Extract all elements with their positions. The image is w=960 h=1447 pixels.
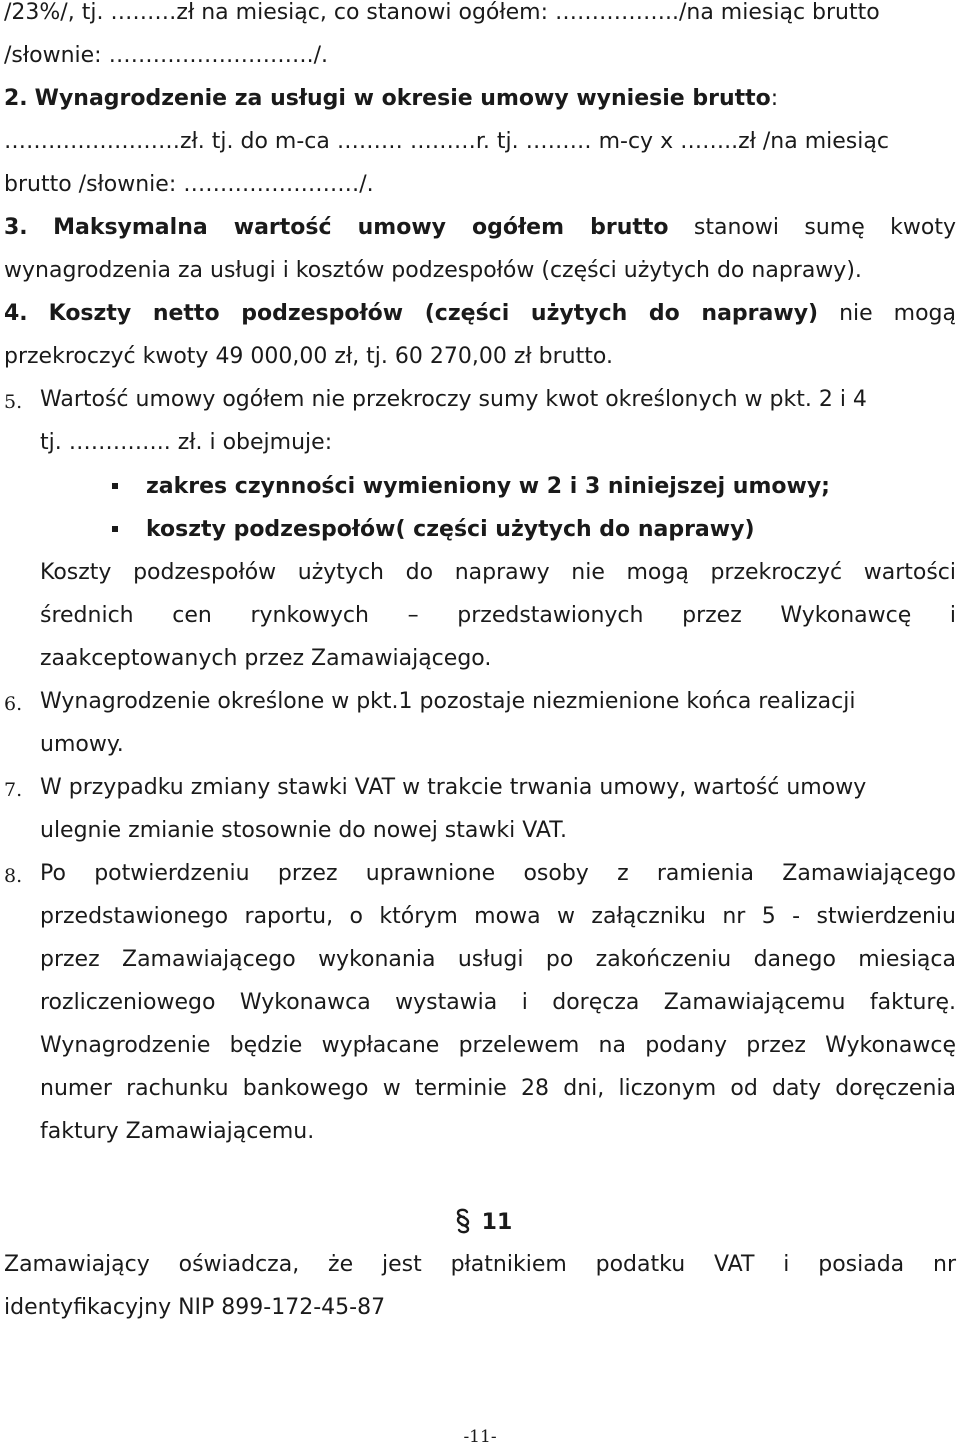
- bullet-item: koszty podzespołów( części użytych do naprawy): [146, 517, 755, 542]
- paragraph-3: [4, 215, 956, 241]
- text-line: /słownie: ………………………./.: [4, 43, 328, 68]
- text-tail: nie mogą: [839, 301, 957, 326]
- paragraph-number: 5.: [4, 391, 23, 413]
- section-number: 11: [474, 1210, 513, 1235]
- paragraph-number: 3.: [4, 215, 28, 240]
- text-line: Wynagrodzenie będzie wypłacane przelewem na podany przez Wykonawcę: [40, 1033, 956, 1058]
- text-tail: stanowi sumę kwoty: [693, 215, 956, 240]
- text-line: ulegnie zmianie stosownie do nowej stawki VAT.: [40, 818, 568, 843]
- text-line: faktury Zamawiającemu.: [40, 1119, 315, 1144]
- paragraph-4: [4, 301, 956, 327]
- text-line: W przypadku zmiany stawki VAT w trakcie trwania umowy, wartość umowy: [40, 775, 867, 800]
- text-line: średnich cen rynkowych – przedstawionych przez Wykonawcę i: [40, 603, 956, 628]
- section-heading: [452, 1208, 512, 1236]
- paragraph-number: 6.: [4, 693, 23, 715]
- text-line: Wartość umowy ogółem nie przekroczy sumy kwot określonych w pkt. 2 i 4: [40, 387, 867, 412]
- text-line: przez Zamawiającego wykonania usługi po zakończeniu danego miesiąca: [40, 947, 956, 972]
- bold-heading: Koszty netto podzespołów (części użytych do naprawy): [48, 301, 819, 326]
- paragraph-number: 8.: [4, 865, 23, 887]
- text-line: przedstawionego raportu, o którym mowa w załączniku nr 5 - stwierdzeniu: [40, 904, 956, 929]
- text-line: przekroczyć kwoty 49 000,00 zł, tj. 60 270,00 zł brutto.: [4, 344, 613, 369]
- bullet-item: zakres czynności wymieniony w 2 i 3 niniejszej umowy;: [146, 474, 830, 499]
- bullet-icon: [112, 483, 118, 489]
- bold-heading: Wynagrodzenie za usługi w okresie umowy wyniesie brutto: [34, 86, 771, 111]
- bullet-icon: [112, 526, 118, 532]
- text-line: rozliczeniowego Wykonawca wystawia i doręcza Zamawiającemu fakturę.: [40, 990, 956, 1015]
- text-line: Koszty podzespołów użytych do naprawy nie mogą przekroczyć wartości: [40, 560, 956, 585]
- text-line: numer rachunku bankowego w terminie 28 dni, liczonym od daty doręczenia: [40, 1076, 956, 1101]
- paragraph-number: 4.: [4, 301, 28, 326]
- text-line: umowy.: [40, 732, 124, 757]
- paragraph-2: [4, 86, 778, 112]
- paragraph-number: 7.: [4, 779, 23, 801]
- text-line: /23%/, tj. ………zł na miesiąc, co stanowi ogółem: ……………../na miesiąc brutto: [4, 0, 880, 25]
- text-line: identyfikacyjny NIP 899-172-45-87: [4, 1295, 386, 1320]
- page-number: -11-: [463, 1427, 497, 1447]
- text-line: Wynagrodzenie określone w pkt.1 pozostaje niezmienione końca realizacji: [40, 689, 856, 714]
- text-line: ……………………zł. tj. do m-ca ……… ………r. tj. ……… m-cy x ……..zł /na miesiąc: [4, 129, 889, 154]
- text-line: Zamawiający oświadcza, że jest płatnikiem podatku VAT i posiada nr: [4, 1252, 956, 1277]
- text-line: tj. ………….. zł. i obejmuje:: [40, 430, 333, 455]
- text-tail: :: [770, 86, 779, 111]
- text-line: wynagrodzenia za usługi i kosztów podzespołów (części użytych do naprawy).: [4, 258, 862, 283]
- section-sign-icon: [452, 1208, 474, 1234]
- text-line: zaakceptowanych przez Zamawiającego.: [40, 646, 492, 671]
- text-line: brutto /słownie: ……………………/.: [4, 172, 374, 197]
- paragraph-number: 2.: [4, 86, 28, 111]
- text-line: Po potwierdzeniu przez uprawnione osoby z ramienia Zamawiającego: [40, 861, 956, 886]
- bold-heading: Maksymalna wartość umowy ogółem brutto: [53, 215, 669, 240]
